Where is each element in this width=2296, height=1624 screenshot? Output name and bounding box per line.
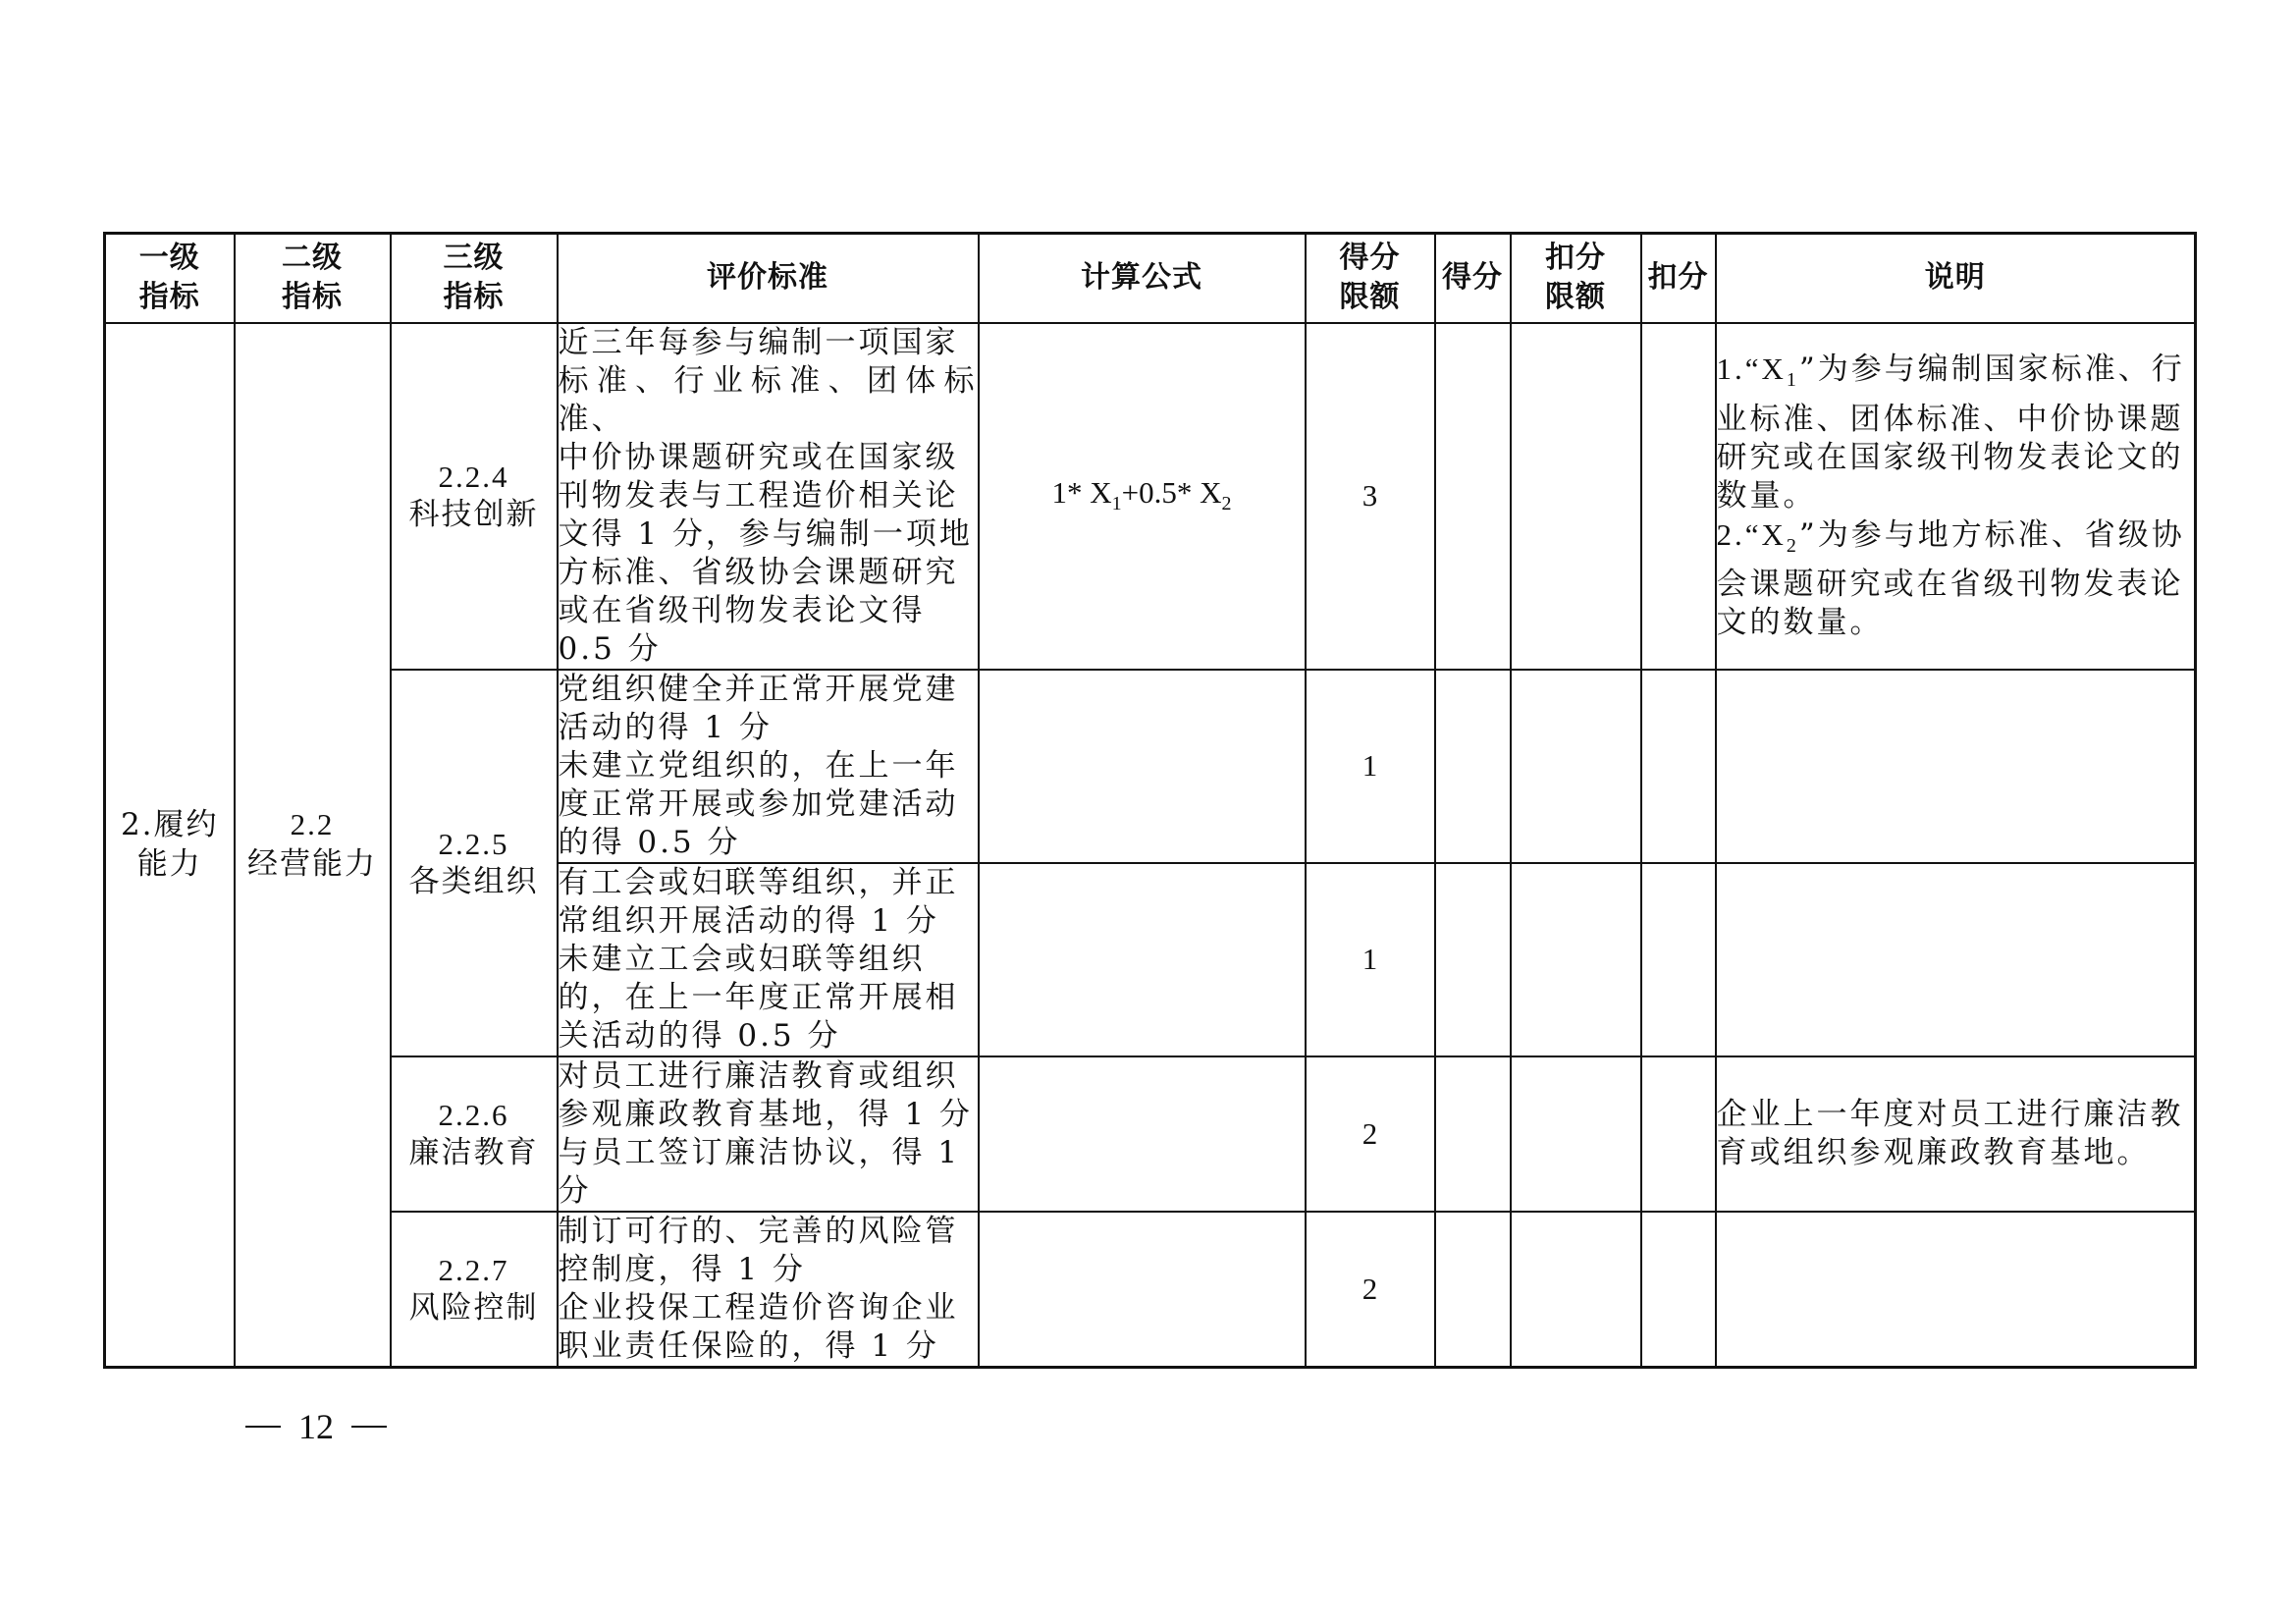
level3-cell: 2.2.6 廉洁教育 [391, 1056, 558, 1212]
formula-cell [979, 1056, 1306, 1212]
level3-cell: 2.2.7 风险控制 [391, 1212, 558, 1368]
deduct-limit-cell [1511, 1056, 1641, 1212]
header-score: 得分 [1435, 234, 1511, 323]
score-cell[interactable] [1435, 1056, 1511, 1212]
score-cell[interactable] [1435, 323, 1511, 670]
deduct-limit-cell [1511, 323, 1641, 670]
header-formula: 计算公式 [979, 234, 1306, 323]
criteria-cell: 近三年每参与编制一项国家 标准、行业标准、团体标准、 中价协课题研究或在国家级 刊物发表与工程造价相关论 文得 1 分，参与编制一项地 方标准、省级协会课题研究 或在省级刊物发表论文得 0.5 分 [558, 323, 979, 670]
header-deduct-limit: 扣分 限额 [1511, 234, 1641, 323]
level2-cell: 2.2 经营能力 [235, 323, 391, 1368]
table-row [105, 1056, 2196, 1212]
deduct-cell[interactable] [1641, 1212, 1716, 1368]
dash-right [351, 1426, 387, 1428]
level1-cell: 2.履约 能力 [105, 323, 235, 1368]
criteria-cell: 党组织健全并正常开展党建 活动的得 1 分 未建立党组织的，在上一年 度正常开展或参加党建活动 的得 0.5 分 [558, 670, 979, 863]
note-cell [1716, 863, 2196, 1056]
score-limit-cell: 3 [1306, 323, 1435, 670]
score-limit-cell: 1 [1306, 670, 1435, 863]
header-criteria: 评价标准 [558, 234, 979, 323]
note-cell: 企业上一年度对员工进行廉洁教 育或组织参观廉政教育基地。 [1716, 1056, 2196, 1212]
deduct-limit-cell [1511, 863, 1641, 1056]
header-level2: 二级 指标 [235, 234, 391, 323]
score-limit-cell: 1 [1306, 863, 1435, 1056]
header-row [105, 234, 2196, 323]
level3-cell: 2.2.5 各类组织 [391, 670, 558, 1056]
score-limit-cell: 2 [1306, 1212, 1435, 1368]
note-cell [1716, 670, 2196, 863]
formula-cell [979, 863, 1306, 1056]
table-row [105, 1212, 2196, 1368]
note-cell [1716, 1212, 2196, 1368]
deduct-cell[interactable] [1641, 863, 1716, 1056]
score-cell[interactable] [1435, 670, 1511, 863]
criteria-cell: 制订可行的、完善的风险管 控制度，得 1 分 企业投保工程造价咨询企业 职业责任保险的，得 1 分 [558, 1212, 979, 1368]
page-footer [245, 1406, 387, 1447]
table-row [105, 670, 2196, 863]
criteria-cell: 对员工进行廉洁教育或组织 参观廉政教育基地，得 1 分 与员工签订廉洁协议，得 1 分 [558, 1056, 979, 1212]
deduct-cell[interactable] [1641, 1056, 1716, 1212]
header-deduct: 扣分 [1641, 234, 1716, 323]
header-note: 说明 [1716, 234, 2196, 323]
deduct-cell[interactable] [1641, 670, 1716, 863]
deduct-limit-cell [1511, 670, 1641, 863]
formula-cell [979, 670, 1306, 863]
dash-left [245, 1426, 281, 1428]
note-cell: $1.“X_1$”为参与编制国家标准、行 业标准、团体标准、中价协课题 研究或在国家级刊物发表论文的 数量。 $2.“X_2$”为参与地方标准、省级协 会课题研究或在省级刊物发表论 文的数量。 [1716, 323, 2196, 670]
formula-cell [979, 1212, 1306, 1368]
header-score-limit: 得分 限额 [1306, 234, 1435, 323]
criteria-cell: 有工会或妇联等组织，并正 常组织开展活动的得 1 分 未建立工会或妇联等组织 的，在上一年度正常开展相 关活动的得 0.5 分 [558, 863, 979, 1056]
score-cell[interactable] [1435, 1212, 1511, 1368]
header-level1: 一级 指标 [105, 234, 235, 323]
score-cell[interactable] [1435, 863, 1511, 1056]
level3-cell: 2.2.4 科技创新 [391, 323, 558, 670]
header-level3: 三级 指标 [391, 234, 558, 323]
score-limit-cell: 2 [1306, 1056, 1435, 1212]
deduct-limit-cell [1511, 1212, 1641, 1368]
page-number: 12 [298, 1407, 334, 1446]
deduct-cell[interactable] [1641, 323, 1716, 670]
formula-cell: 1* $X_1+0.5*$ $X_2$ [979, 323, 1306, 670]
table-row [105, 323, 2196, 670]
evaluation-table [103, 232, 2197, 1369]
